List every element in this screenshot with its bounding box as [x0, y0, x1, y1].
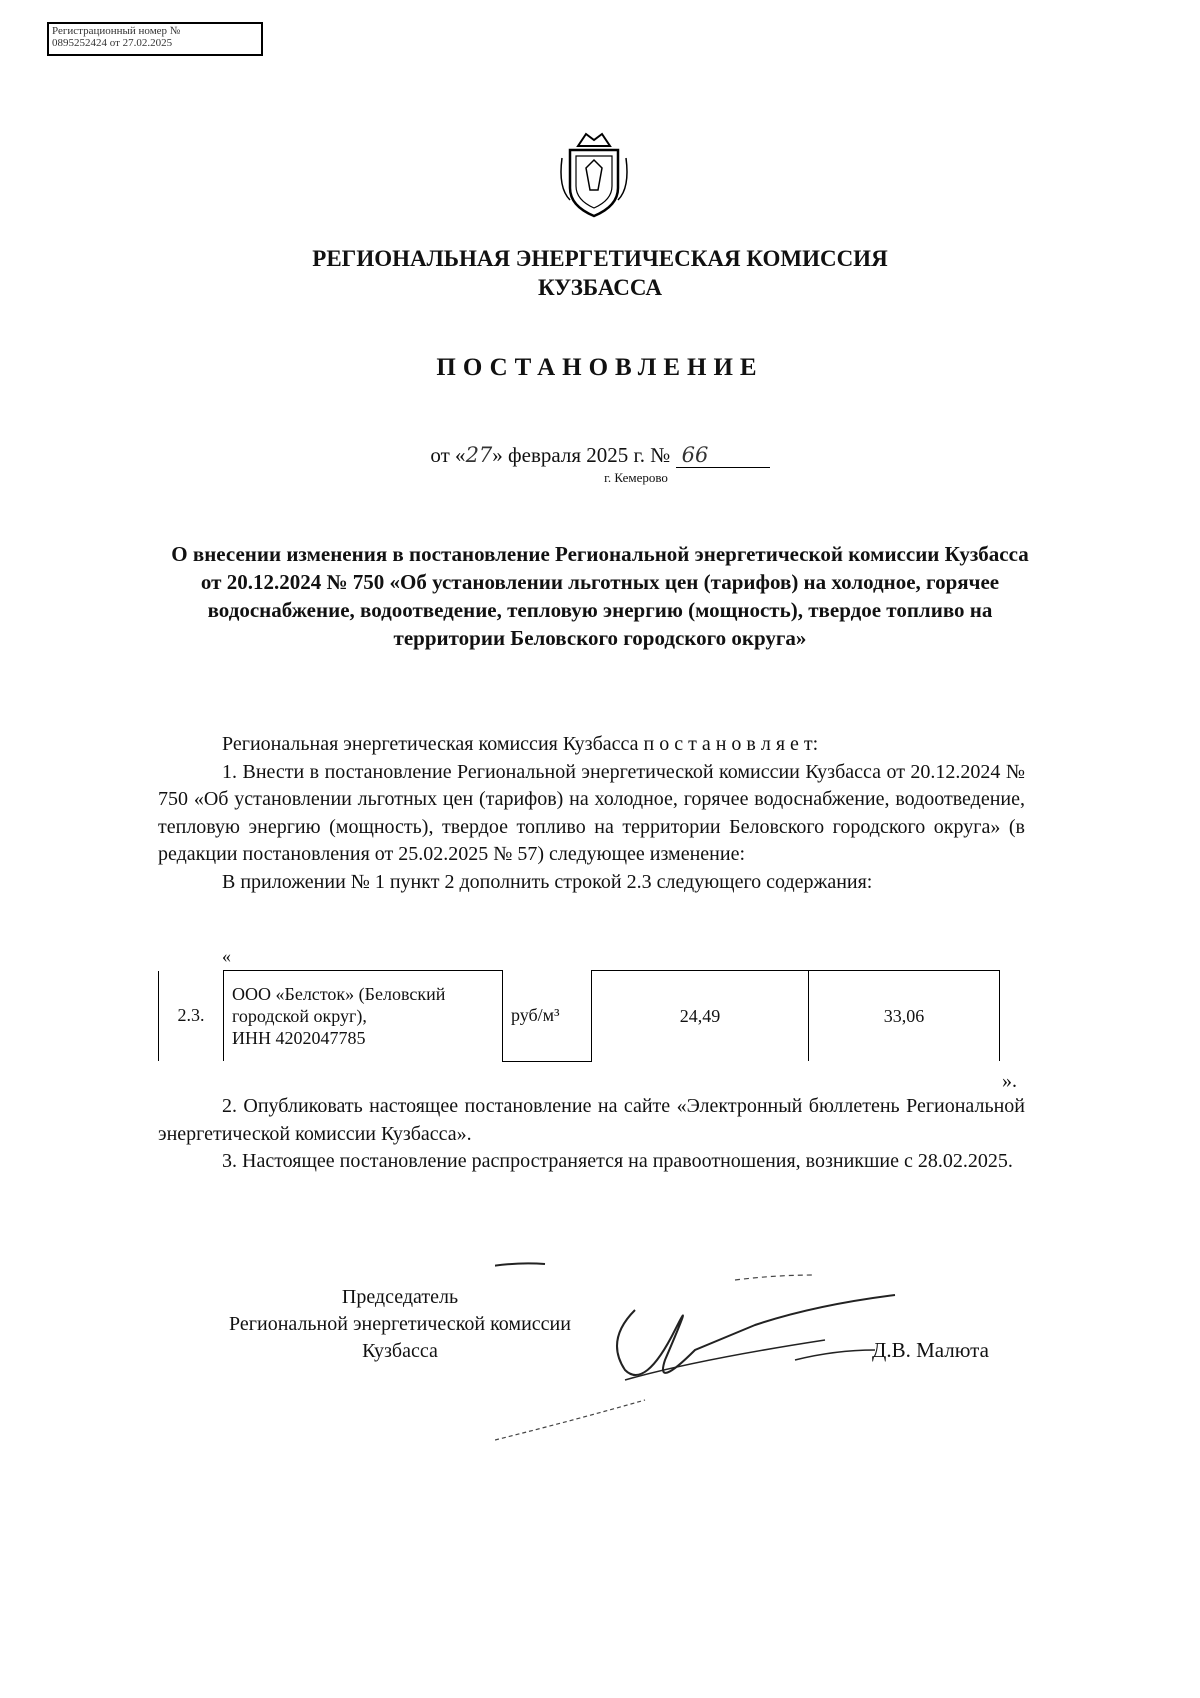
org-line-2: КУЗБАССА — [538, 275, 662, 300]
item-3: 3. Настоящее постановление распространяется на правоотношения, возникшие с 28.02.2025. — [222, 1150, 1013, 1172]
body-text-continued — [158, 1093, 1025, 1176]
signatory-title-line-2: Региональной энергетической комиссии — [229, 1313, 571, 1335]
tariff-table — [158, 970, 1000, 1062]
handwritten-signature — [495, 1250, 915, 1450]
org-line-1: РЕГИОНАЛЬНАЯ ЭНЕРГЕТИЧЕСКАЯ КОМИССИЯ — [312, 246, 888, 271]
signatory-title-line-3: Кузбасса — [362, 1340, 438, 1362]
item-1-sub: В приложении № 1 пункт 2 дополнить строкой 2.3 следующего содержания: — [222, 870, 873, 893]
quote-close: ». — [1002, 1070, 1017, 1092]
row-value-2: 33,06 — [809, 971, 1000, 1062]
row-value-1: 24,49 — [592, 971, 809, 1062]
quote-open: « — [222, 946, 231, 966]
row-unit: руб/м³ — [503, 971, 592, 1062]
document-number: 66 — [676, 443, 770, 468]
row-index: 2.3. — [159, 971, 224, 1062]
coat-of-arms-icon — [556, 128, 632, 218]
body-text — [158, 731, 1025, 896]
intro: Региональная энергетическая комиссия Кузбасса п о с т а н о в л я е т: — [222, 733, 819, 755]
registration-stamp — [47, 22, 263, 56]
org-district: городской округ), — [232, 1006, 367, 1026]
item-2: 2. Опубликовать настоящее постановление на сайте «Электронный бюллетень Региональной энергетической комиссии Кузбасса». — [158, 1095, 1025, 1145]
date-month-year: » февраля 2025 г. № — [492, 443, 671, 467]
signatory-name: Д.В. Малюта — [872, 1338, 989, 1362]
item-1: 1. Внести в постановление Региональной энергетической комиссии Кузбасса от 20.12.2024 № 750 «Об установлении льготных цен (тарифов) на холодное, горячее водоснабжение, водоотведение, тепловую энергию (мощность), твердое топливо на территории Беловского городского округа» (в редакции постановления от 25.02.2025 № 57) следующее изменение: — [158, 760, 1025, 865]
document-type: ПОСТАНОВЛЕНИЕ — [436, 354, 764, 381]
org-inn: ИНН 4202047785 — [232, 1028, 366, 1048]
date-day: 27 — [465, 443, 493, 467]
registration-number: 0895252424 от 27.02.2025 — [52, 37, 173, 49]
registration-label: Регистрационный номер № — [52, 25, 181, 37]
organization-name — [0, 244, 1200, 302]
org-name: ООО «Белсток» (Беловский — [232, 984, 446, 1004]
city: г. Кемерово — [604, 470, 668, 485]
date-prefix: от « — [430, 443, 466, 467]
row-organization — [224, 971, 503, 1062]
table-row — [159, 971, 1000, 1062]
document-subject: О внесении изменения в постановление Региональной энергетической комиссии Кузбасса от 20.12.2024 № 750 «Об установлении льготных цен (тарифов) на холодное, горячее водоснабжение, водоотведение, тепловую энергию (мощность), твердое топливо на территории Беловского городского округа» — [171, 542, 1029, 650]
signatory-title-line-1: Председатель — [341, 1286, 459, 1308]
date-line — [0, 443, 1200, 468]
